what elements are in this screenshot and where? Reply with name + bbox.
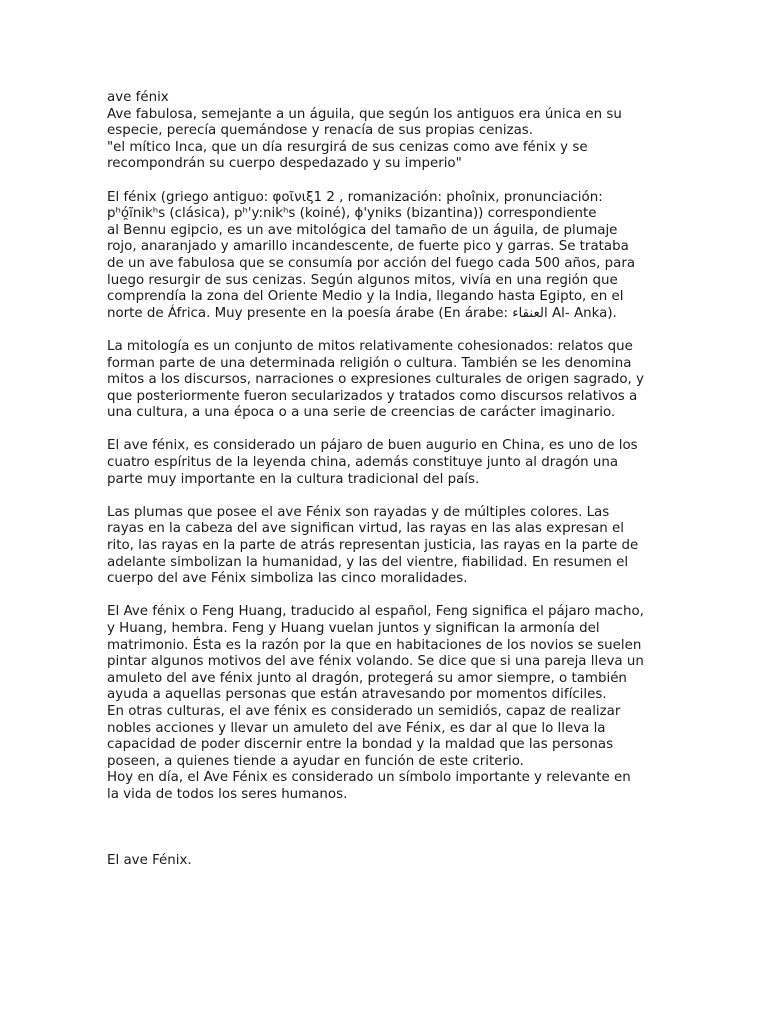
plumas-paragraph [107,505,667,588]
fenix-definition-paragraph [107,190,667,323]
text-line: cuatro espíritus de la leyenda china, además constituye junto al dragón una [107,455,619,471]
text-line: rito, las rayas en la parte de atrás representan justicia, las rayas en la parte de [107,538,639,554]
text-line: ave fénix [107,90,169,105]
closing-line: El ave Fénix. [107,853,192,869]
text-line: que posteriormente fueron secularizados y tratados como discursos relativos a [107,388,638,404]
text-line: "el mítico Inca, que un día resurgirá de sus cenizas como ave fénix y se [107,139,588,155]
text-line: Hoy en día, el Ave Fénix es considerado un símbolo importante y relevante en [107,770,631,786]
text-line: amuleto del ave fénix junto al dragón, protegerá su amor siempre, o también [107,670,627,686]
text-line: rojo, anaranjado y amarillo incandescente, de fuerte pico y garras. Se trataba [107,239,629,255]
paragraph-gap [107,173,667,190]
text-line: especie, perecía quemándose y renacía de sus propias cenizas. [107,123,534,139]
intro-paragraph [107,90,667,173]
text-line: El fénix (griego antiguo: φοῖνιξ1 2 , romanización: phoînix, pronunciación: [107,189,603,205]
text-line: El ave fénix, es considerado un pájaro de buen augurio en China, es uno de los [107,438,638,454]
text-line: Las plumas que posee el ave Fénix son rayadas y de múltiples colores. Las [107,504,610,520]
text-line: comprendía la zona del Oriente Medio y la India, llegando hasta Egipto, en el [107,289,624,305]
text-line: la vida de todos los seres humanos. [107,786,348,802]
text-line: matrimonio. Ésta es la razón por la que en habitaciones de los novios se suelen [107,637,642,653]
text-line: norte de África. Muy presente en la poesía árabe (En árabe: العنقاء Al- Anka). [107,305,617,321]
paragraph-gap [107,322,667,339]
text-line: Ave fabulosa, semejante a un águila, que según los antiguos era única en su [107,106,622,122]
text-line: pintar algunos motivos del ave fénix volando. Se dice que si una pareja lleva un [107,654,644,670]
paragraph-gap [107,588,667,605]
text-line: rayas en la cabeza del ave significan virtud, las rayas en las alas expresan el [107,521,624,537]
china-paragraph [107,438,667,488]
text-line: luego resurgir de sus cenizas. Según algunos mitos, vivía en una región que [107,272,618,288]
text-line: capacidad de poder discernir entre la bondad y la maldad que las personas [107,737,614,753]
document-page [107,90,667,870]
paragraph-gap [107,804,667,854]
text-line: nobles acciones y llevar un amuleto del ave Fénix, es dar al que lo lleva la [107,720,606,736]
text-line: de un ave fabulosa que se consumía por acción del fuego cada 500 años, para [107,255,636,271]
feng-huang-paragraph [107,604,667,803]
text-line: parte muy importante en la cultura tradicional del país. [107,471,480,487]
text-line: adelante simbolizan la humanidad, y las del vientre, fiabilidad. En resumen el [107,554,629,570]
text-line: al Bennu egipcio, es un ave mitológica del tamaño de un águila, de plumaje [107,222,618,238]
text-line: ayuda a aquellas personas que están atravesando por momentos difíciles. [107,687,607,703]
text-line: cuerpo del ave Fénix simboliza las cinco moralidades. [107,571,468,587]
text-line: poseen, a quienes tiende a ayudar en función de este criterio. [107,753,524,769]
text-line: forman parte de una determinada religión o cultura. También se les denomina [107,355,632,371]
paragraph-gap [107,422,667,439]
text-line: una cultura, a una época o a una serie de creencias de carácter imaginario. [107,405,616,421]
text-line: En otras culturas, el ave fénix es considerado un semidiós, capaz de realizar [107,703,621,719]
paragraph-gap [107,488,667,505]
mitologia-paragraph [107,339,667,422]
text-line: recompondrán su cuerpo despedazado y su imperio" [107,156,462,172]
text-line: y Huang, hembra. Feng y Huang vuelan juntos y significan la armonía del [107,621,600,636]
text-line: El Ave fénix o Feng Huang, traducido al español, Feng significa el pájaro macho, [107,604,644,620]
text-line: La mitología es un conjunto de mitos relativamente cohesionados: relatos que [107,338,633,354]
text-line: pʰó̯ĩnikʰs (clásica), pʰ'y:nikʰs (koiné), ɸ'yniks (bizantina)) correspondiente [107,206,597,222]
text-line: mitos a los discursos, narraciones o expresiones culturales de origen sagrado, y [107,372,644,388]
